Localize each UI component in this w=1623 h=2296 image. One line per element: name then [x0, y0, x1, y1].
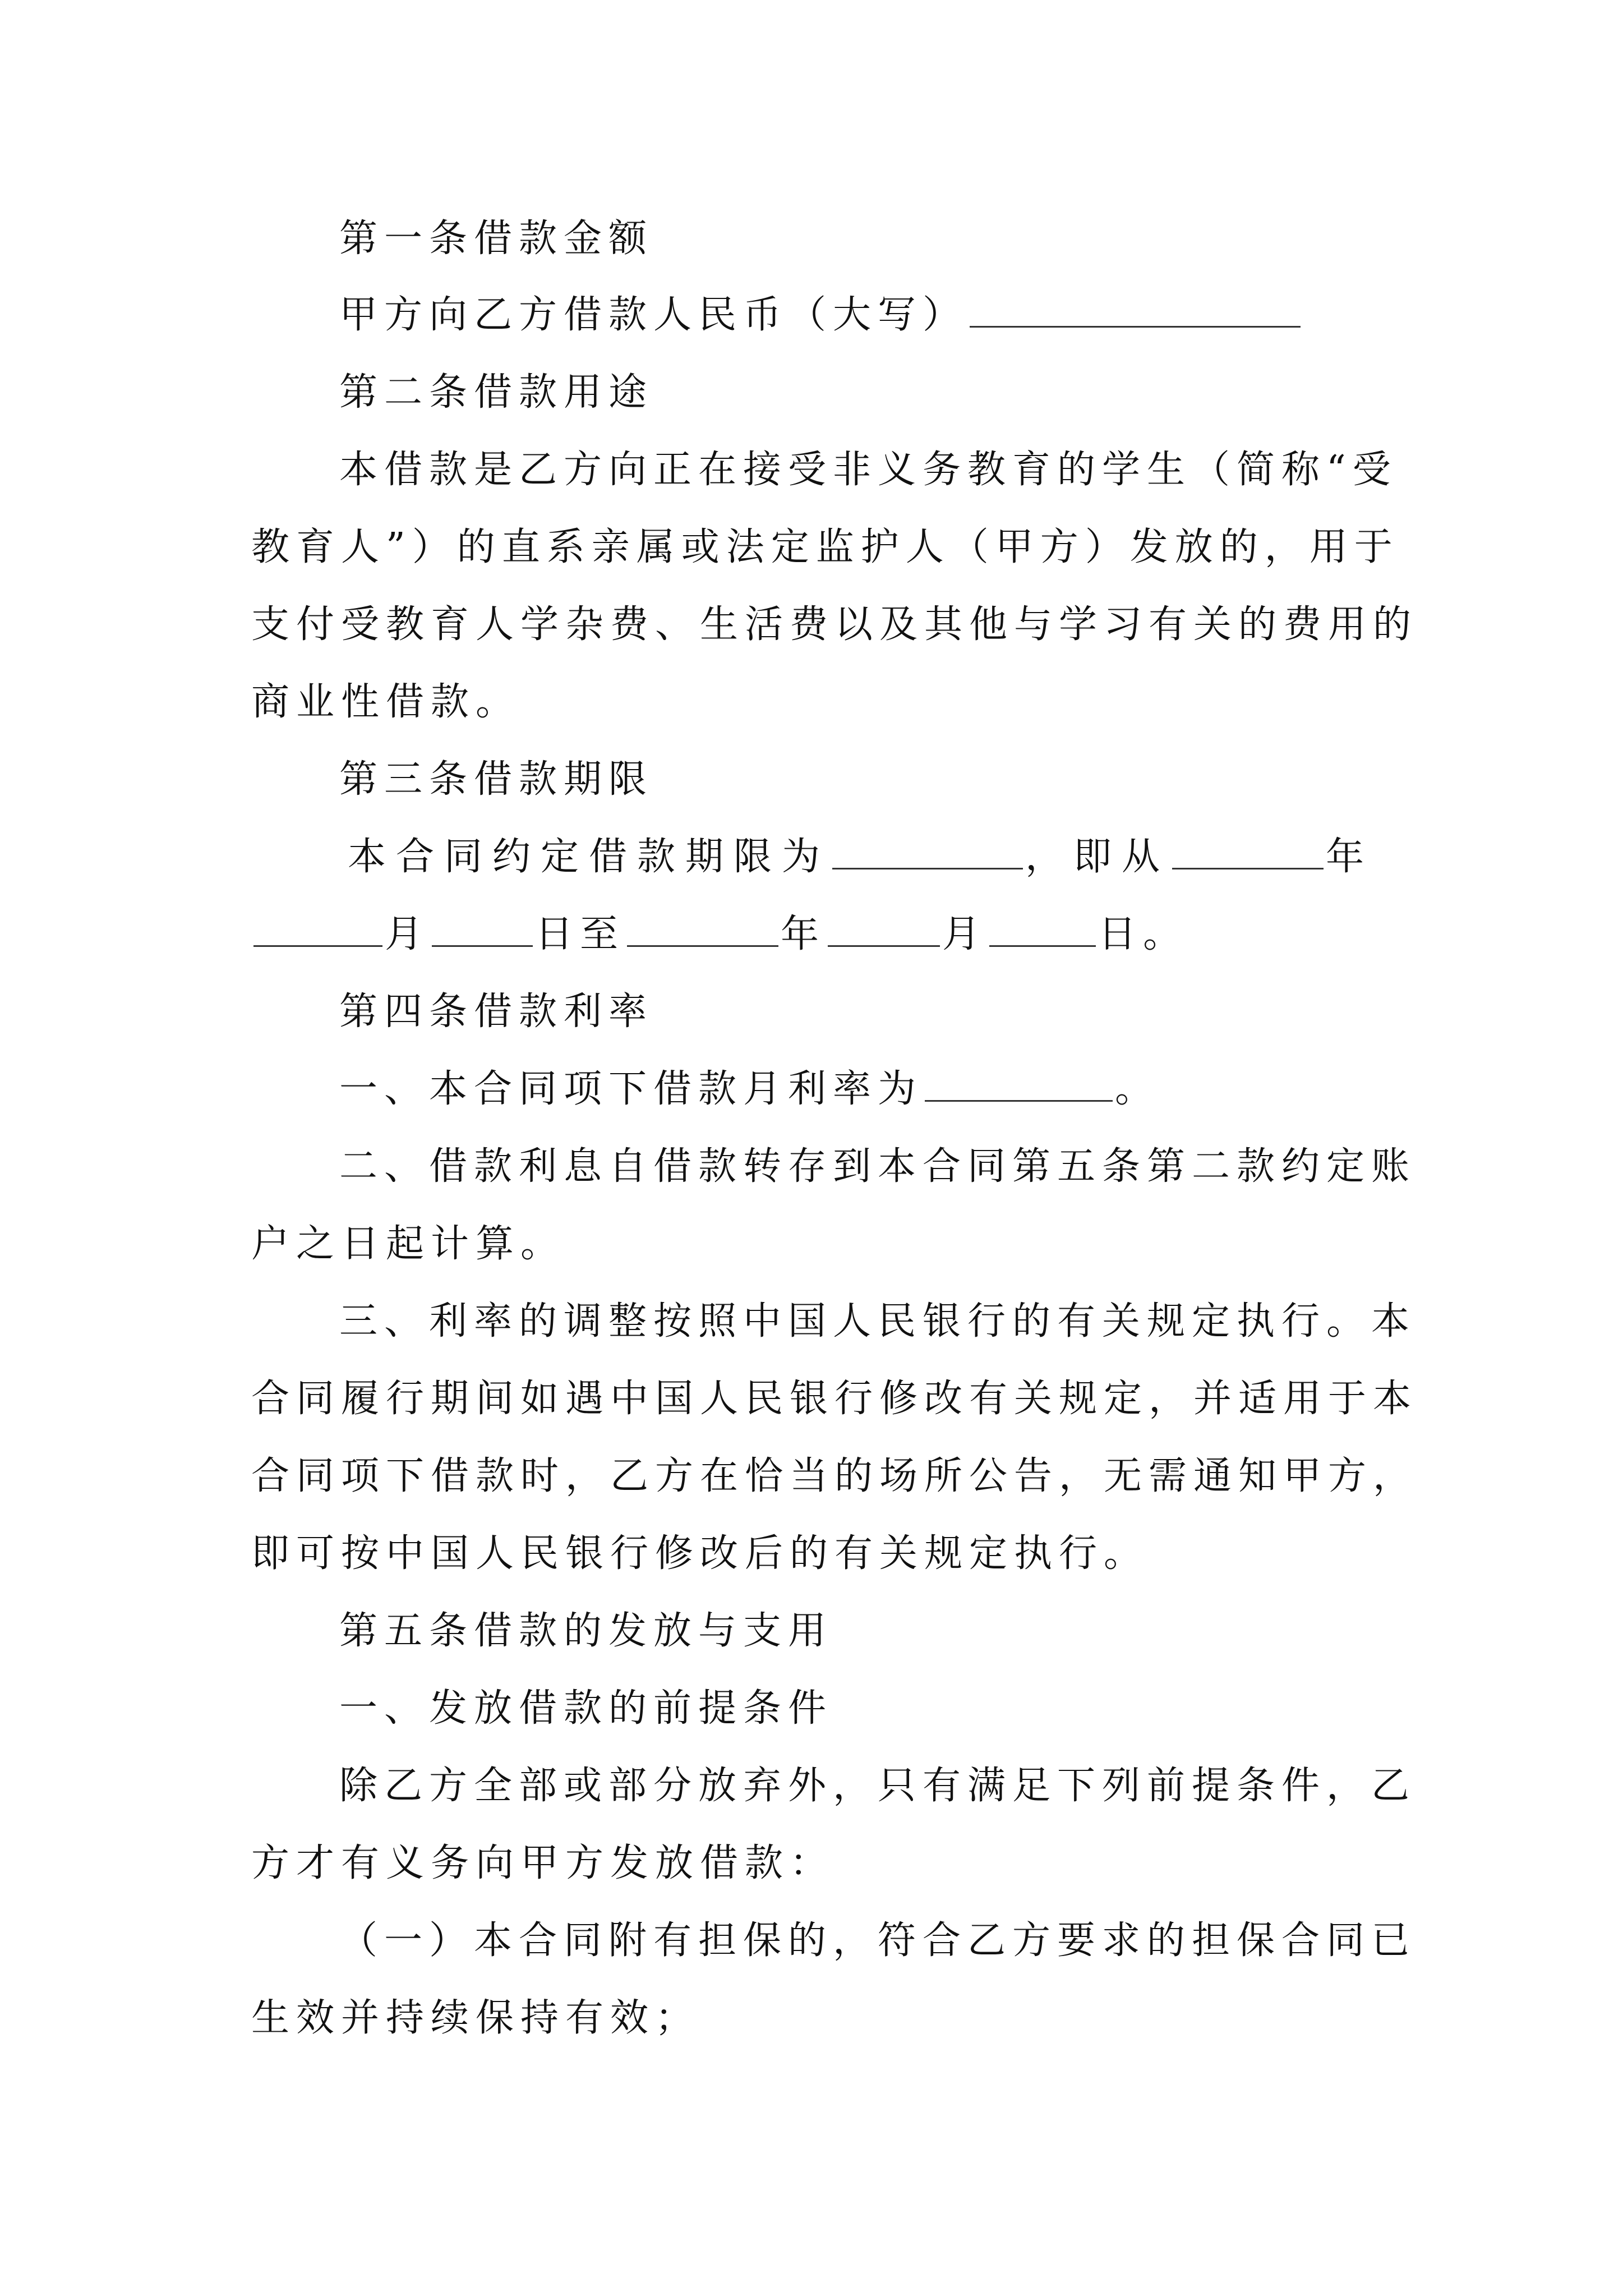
article-3-heading: 第三条借款期限: [339, 757, 654, 802]
start-year-blank[interactable]: [1172, 839, 1324, 869]
end-month-blank[interactable]: [828, 916, 940, 947]
rate-clause-2-line-1: 二、借款利息自借款转存到本合同第五条第二款约定账: [339, 1144, 1417, 1189]
term-label: 本合同约定借款期限为: [348, 835, 831, 879]
article-4-heading: 第四条借款利率: [339, 990, 654, 1034]
start-month-label: 月: [385, 912, 430, 956]
term-line-2: [251, 912, 1188, 956]
article-2-heading: 第二条借款用途: [339, 370, 654, 415]
loan-amount-blank[interactable]: [970, 297, 1301, 328]
loan-amount-line: [339, 293, 1303, 337]
start-day-blank[interactable]: [432, 916, 533, 947]
section-5-body-line-2: 方才有义务向甲方发放借款：: [251, 1841, 835, 1885]
end-day-label: 日。: [1098, 912, 1188, 956]
term-period-blank[interactable]: [832, 839, 1023, 869]
start-year-label: 年: [1326, 835, 1375, 879]
rate-label: 一、本合同项下借款月利率为: [339, 1067, 923, 1111]
section-5-item-1-line-1: （一）本合同附有担保的，符合乙方要求的担保合同已: [339, 1918, 1417, 1963]
purpose-line-3: 支付受教育人学杂费、生活费以及其他与学习有关的费用的: [251, 602, 1418, 647]
rate-clause-3-line-1: 三、利率的调整按照中国人民银行的有关规定执行。本: [339, 1299, 1417, 1343]
term-from-label: ，即从: [1025, 835, 1170, 879]
start-day-label: 日至: [535, 912, 625, 956]
purpose-line-2: 教育人”）的直系亲属或法定监护人（甲方）发放的，用于: [251, 525, 1399, 569]
rate-clause-1: [339, 1067, 1160, 1111]
section-5-body-line-1: 除乙方全部或部分放弃外，只有满足下列前提条件，乙: [339, 1764, 1417, 1808]
article-1-heading: 第一条借款金额: [339, 217, 654, 261]
end-month-label: 月: [942, 912, 988, 956]
term-line-1: [348, 835, 1375, 879]
section-5-item-1-line-2: 生效并持续保持有效；: [251, 1996, 700, 2040]
end-year-blank[interactable]: [627, 916, 778, 947]
end-day-blank[interactable]: [989, 916, 1096, 947]
rate-clause-3-line-2: 合同履行期间如遇中国人民银行修改有关规定，并适用于本: [251, 1377, 1418, 1421]
purpose-line-4: 商业性借款。: [251, 680, 521, 724]
rate-clause-3-line-3: 合同项下借款时，乙方在恰当的场所公告，无需通知甲方，: [251, 1454, 1418, 1498]
rate-clause-3-line-4: 即可按中国人民银行修改后的有关规定执行。: [251, 1531, 1149, 1576]
rate-end: 。: [1115, 1067, 1160, 1111]
purpose-line-1: 本借款是乙方向正在接受非义务教育的学生（简称“受: [339, 448, 1398, 492]
article-5-heading: 第五条借款的发放与支用: [339, 1609, 833, 1653]
start-month-blank[interactable]: [253, 916, 382, 947]
end-year-label: 年: [781, 912, 826, 956]
monthly-rate-blank[interactable]: [925, 1071, 1113, 1102]
section-5-1-heading: 一、发放借款的前提条件: [339, 1686, 833, 1731]
loan-amount-label: 甲方向乙方借款人民币（大写）: [339, 293, 968, 337]
rate-clause-2-line-2: 户之日起计算。: [251, 1222, 566, 1266]
